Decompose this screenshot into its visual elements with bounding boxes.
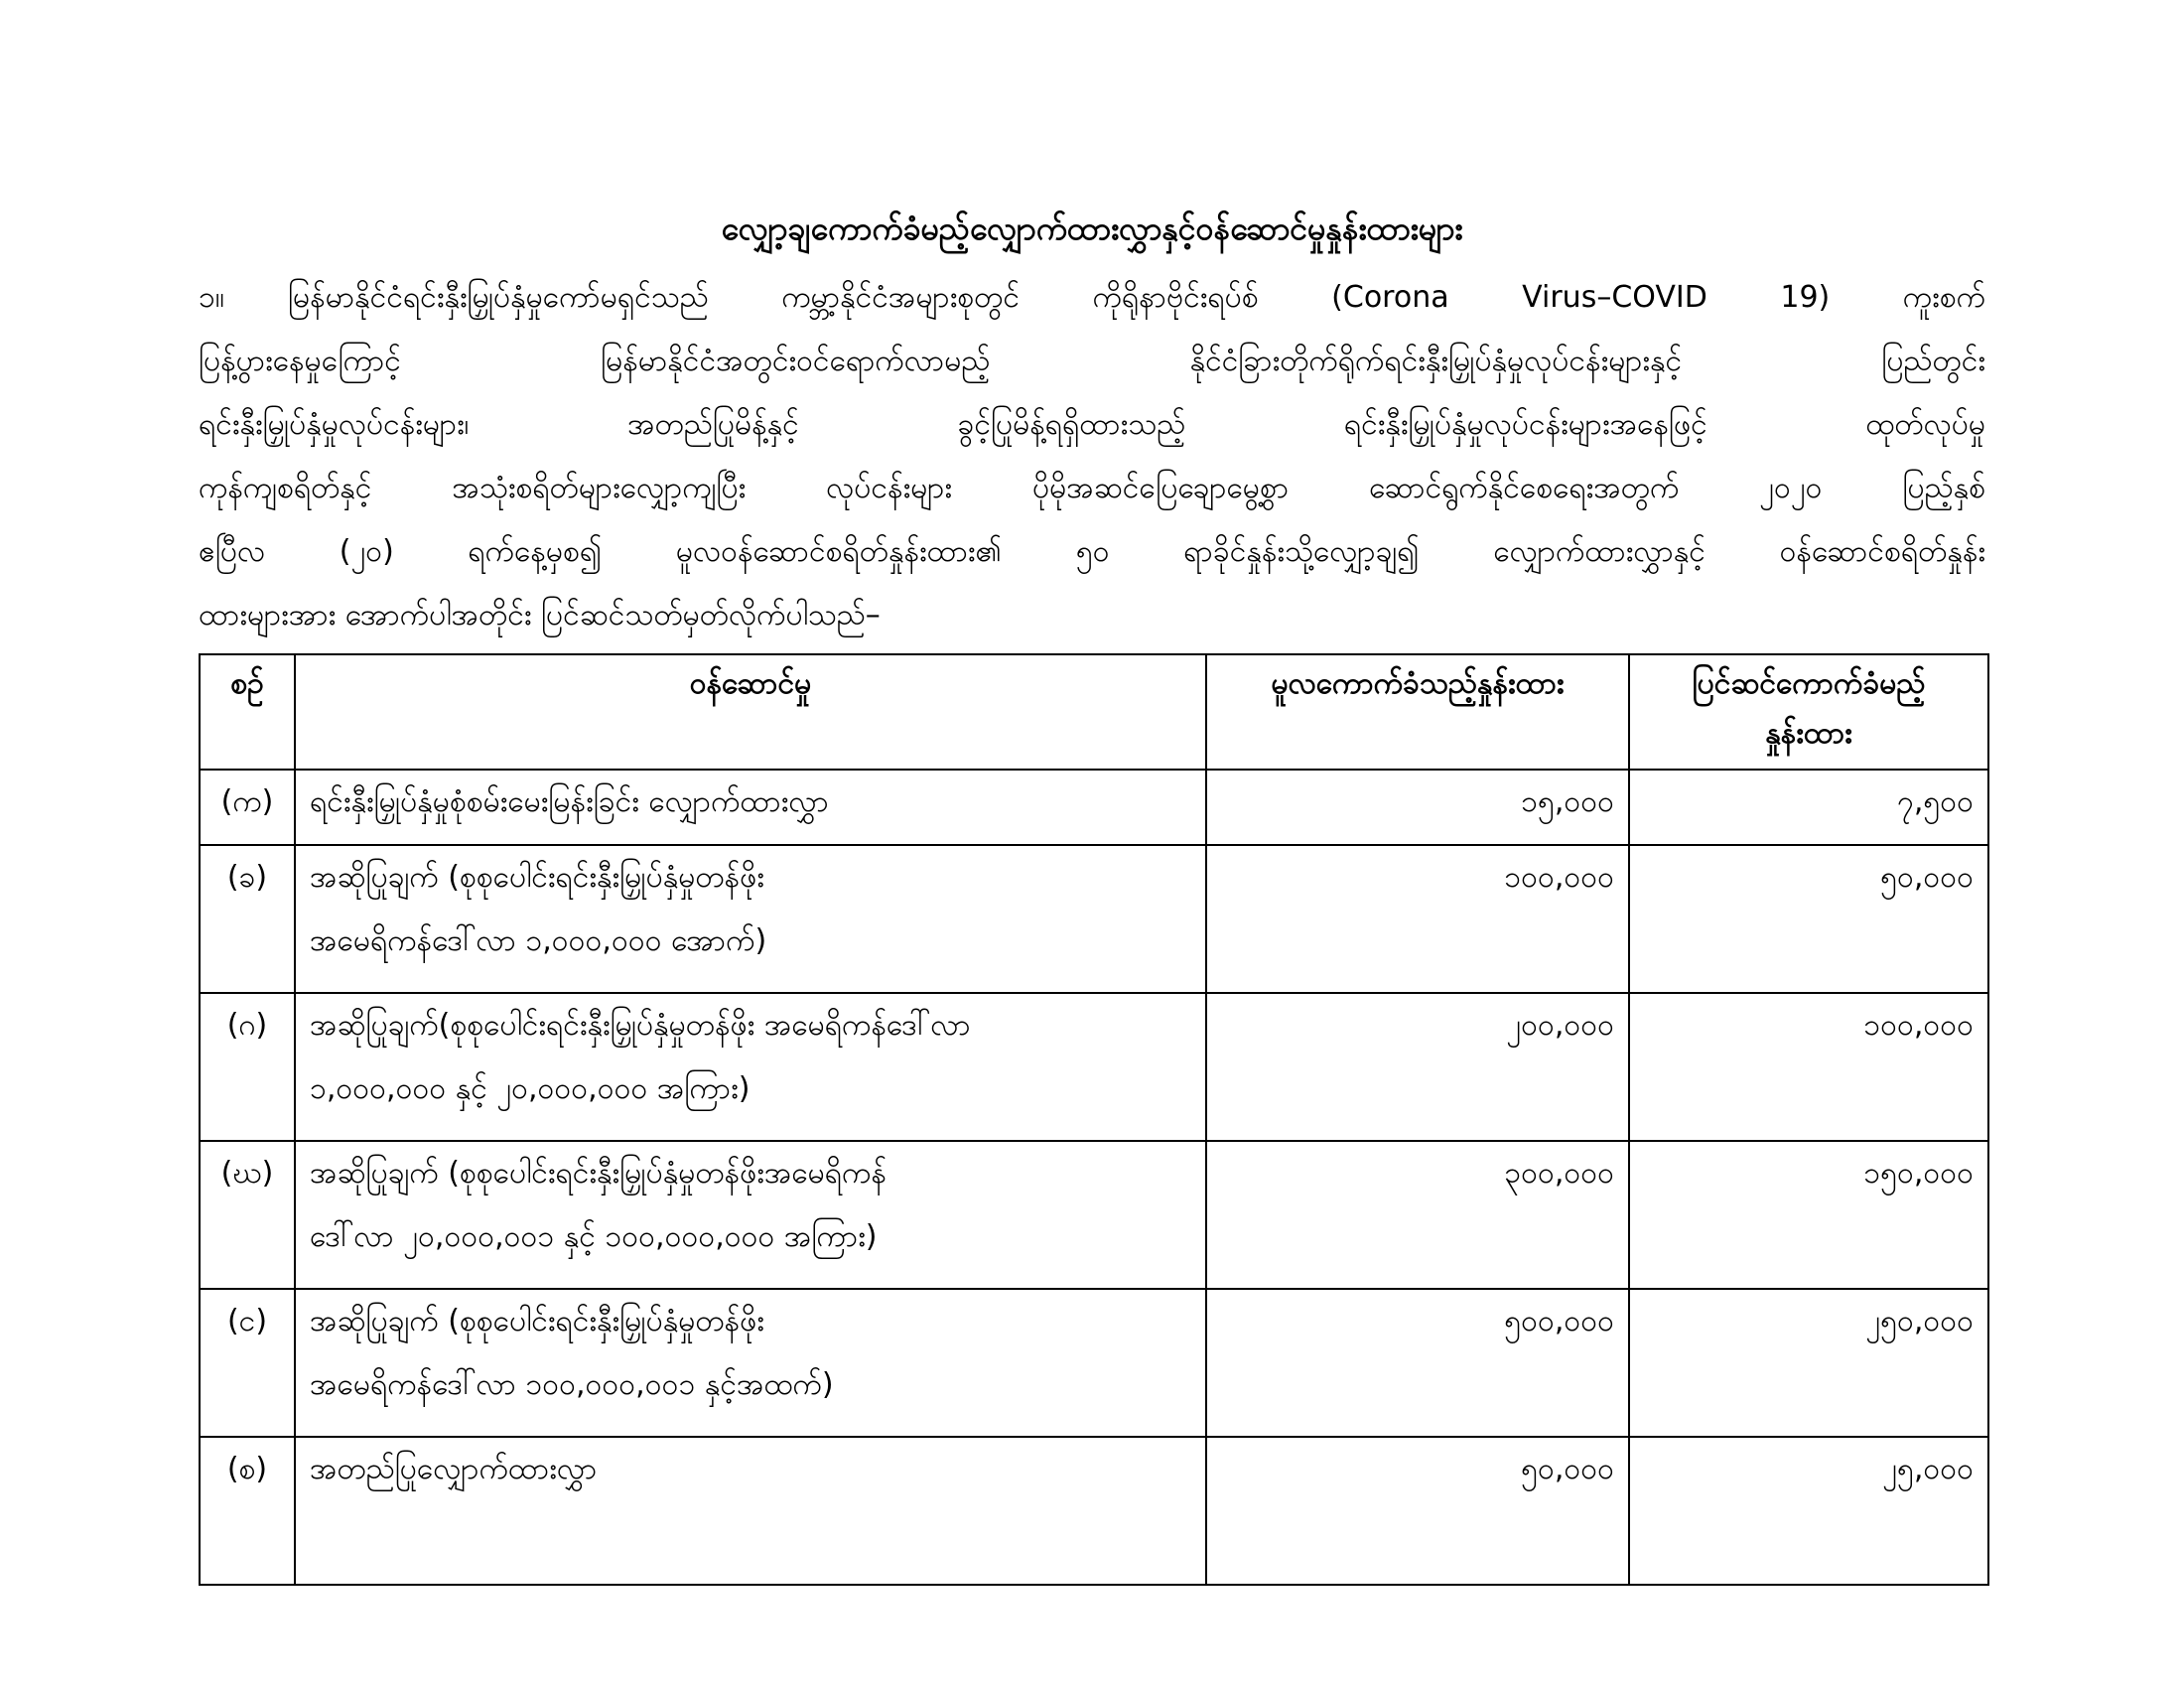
row-original-fee: ၂၀၀,၀၀၀ [1206, 993, 1629, 1141]
paragraph-number: ၁။ [199, 280, 224, 315]
paragraph-line: ဧပြီလ (၂၀) ရက်နေ့မှစ၍ မူလဝန်ဆောင်စရိတ်နှုန်းထား၏ ၅၀ ရာခိုင်နှုန်းသို့လျှော့ချ၍ လျှောက်ထားလွှာနှင့် ဝန်ဆောင်စရိတ်နှုန်း [199, 534, 1985, 569]
row-service [295, 1437, 1206, 1585]
row-service-line: အတည်ပြုလျှောက်ထားလွှာ [310, 1452, 598, 1486]
row-number: (ခ) [200, 845, 295, 993]
row-service [295, 845, 1206, 993]
row-revised-fee: ၂၅၀,၀၀၀ [1629, 1289, 1988, 1437]
paragraph-line: ရင်းနှီးမြှုပ်နှံမှုလုပ်ငန်းများ၊ အတည်ပြုမိန့်နှင့် ခွင့်ပြုမိန့်ရရှိထားသည့် ရင်းနှီးမြှုပ်နှံမှုလုပ်ငန်းများအနေဖြင့် ထုတ်လုပ်မှု [199, 407, 1985, 442]
table-row [200, 770, 1988, 845]
row-service-line: ဒေါ်လာ ၂၀,၀၀၀,၀၀၁ နှင့် ၁၀၀,၀၀၀,၀၀၀ အကြား) [310, 1219, 878, 1254]
paragraph-line: ပြန့်ပွားနေမှုကြောင့် မြန်မာနိုင်ငံအတွင်းဝင်ရောက်လာမည့် နိုင်ငံခြားတိုက်ရိုက်ရင်းနှီးမြှုပ်နှံမှုလုပ်ငန်းများနှင့် ပြည်တွင်း [199, 344, 1985, 378]
row-revised-fee: ၁၀၀,၀၀၀ [1629, 993, 1988, 1141]
paragraph-line [199, 266, 1985, 330]
paragraph-line: ကုန်ကျစရိတ်နှင့် အသုံးစရိတ်များလျှော့ကျပြီး လုပ်ငန်းများ ပိုမိုအဆင်ပြေချောမွေ့စွာ ဆောင်ရွက်နိုင်စေရေးအတွက် ၂၀၂၀ ပြည့်နှစ် [199, 471, 1985, 505]
row-service [295, 1289, 1206, 1437]
table-header-row [200, 654, 1988, 770]
table-row [200, 1437, 1988, 1585]
row-service-line: အဆိုပြုချက် (စုစုပေါင်းရင်းနှီးမြှုပ်နှံမှုတန်ဖိုး [310, 860, 764, 895]
row-service-line: အဆိုပြုချက်(စုစုပေါင်းရင်းနှီးမြှုပ်နှံမှုတန်ဖိုး အမေရိကန်ဒေါ်လာ [310, 1008, 971, 1043]
row-revised-fee: ၂၅,၀၀၀ [1629, 1437, 1988, 1585]
row-service-line: အဆိုပြုချက် (စုစုပေါင်းရင်းနှီးမြှုပ်နှံမှုတန်ဖိုး [310, 1304, 764, 1338]
column-header-no: စဉ် [200, 654, 295, 770]
row-number: (င) [200, 1289, 295, 1437]
table-row [200, 1141, 1988, 1289]
row-service-line: ၁,၀၀၀,၀၀၀ နှင့် ၂၀,၀၀၀,၀၀၀ အကြား) [310, 1071, 751, 1106]
table-row [200, 845, 1988, 993]
row-number: (စ) [200, 1437, 295, 1585]
row-original-fee: ၅၀,၀၀၀ [1206, 1437, 1629, 1585]
table-row [200, 993, 1988, 1141]
row-number: (ဂ) [200, 993, 295, 1141]
row-service-line: အဆိုပြုချက် (စုစုပေါင်းရင်းနှီးမြှုပ်နှံမှုတန်ဖိုးအမေရိကန် [310, 1156, 887, 1191]
row-revised-fee: ၁၅၀,၀၀၀ [1629, 1141, 1988, 1289]
row-revised-fee: ၇,၅၀၀ [1629, 770, 1988, 845]
intro-paragraph [199, 266, 1985, 647]
paragraph-line: ထားများအား အောက်ပါအတိုင်း ပြင်ဆင်သတ်မှတ်လိုက်ပါသည်– [199, 598, 881, 633]
row-original-fee: ၅၀၀,၀၀၀ [1206, 1289, 1629, 1437]
row-original-fee: ၁၀၀,၀၀၀ [1206, 845, 1629, 993]
row-service [295, 1141, 1206, 1289]
fee-table [199, 653, 1989, 1586]
row-number: (ဃ) [200, 1141, 295, 1289]
row-service-line: အမေရိကန်ဒေါ်လာ ၁,၀၀၀,၀၀၀ အောက်) [310, 923, 767, 958]
column-header-revised-fee-line: နှုန်းထား [1765, 716, 1852, 751]
row-service [295, 993, 1206, 1141]
column-header-original-fee: မူလကောက်ခံသည့်နှုန်းထား [1206, 654, 1629, 770]
document-title: လျှော့ချကောက်ခံမည့်လျှောက်ထားလွှာနှင့်ဝန်ဆောင်မှုနှုန်းထားများ [721, 210, 1463, 247]
row-service [295, 770, 1206, 845]
column-header-revised-fee [1629, 654, 1988, 770]
row-service-line: ရင်းနှီးမြှုပ်နှံမှုစုံစမ်းမေးမြန်းခြင်း လျှောက်ထားလွှာ [310, 784, 829, 819]
table-row [200, 1289, 1988, 1437]
row-original-fee: ၃၀၀,၀၀၀ [1206, 1141, 1629, 1289]
column-header-revised-fee-line: ပြင်ဆင်ကောက်ခံမည့် [1692, 666, 1926, 701]
row-number: (က) [200, 770, 295, 845]
paragraph-line-text: မြန်မာနိုင်ငံရင်းနှီးမြှုပ်နှံမှုကော်မရှင်သည် ကမ္ဘာ့နိုင်ငံအများစုတွင် ကိုရိုနာဗိုင်းရပ်စ် (Corona Virus–COVID 19) ကူးစက် [288, 280, 1985, 315]
row-service-line: အမေရိကန်ဒေါ်လာ ၁၀၀,၀၀၀,၀၀၁ နှင့်အထက်) [310, 1367, 834, 1402]
row-original-fee: ၁၅,၀၀၀ [1206, 770, 1629, 845]
column-header-service: ဝန်ဆောင်မှု [295, 654, 1206, 770]
row-revised-fee: ၅၀,၀၀၀ [1629, 845, 1988, 993]
